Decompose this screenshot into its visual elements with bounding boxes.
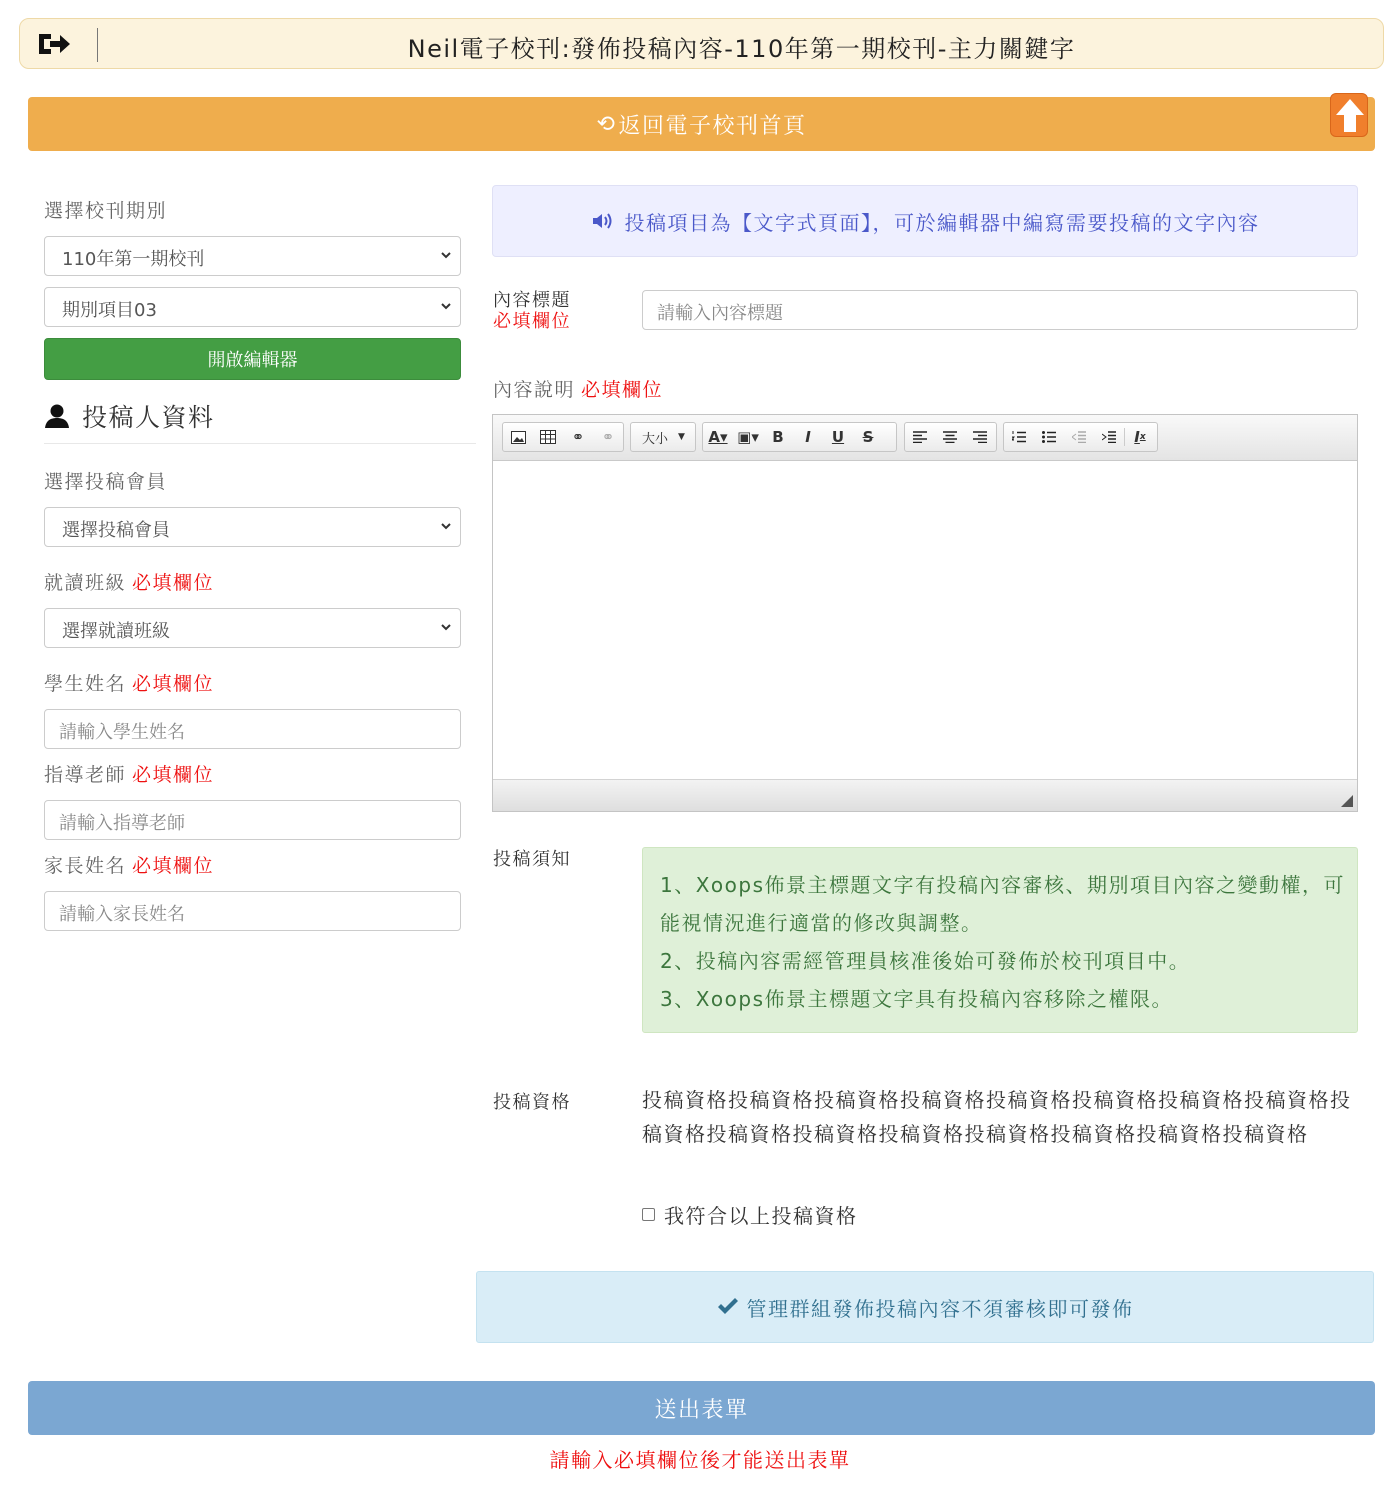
chevron-down-icon [440, 621, 452, 633]
required-mark: 必填欄位 [132, 572, 215, 594]
parent-label-text: 家長姓名 [44, 855, 127, 877]
editor-status-bar [493, 779, 1357, 811]
content-desc-label [493, 375, 663, 402]
admin-notice-text: 管理群組發佈投稿內容不須審核即可發佈 [746, 1296, 1134, 1321]
item-select[interactable] [44, 287, 461, 327]
qualification-text: 投稿資格投稿資格投稿資格投稿資格投稿資格投稿資格投稿資格投稿資格投稿資格投稿資格投稿資格投稿資格投稿資格投稿資格投稿資格投稿資格 [642, 1088, 1352, 1146]
image-icon[interactable] [503, 423, 533, 451]
align-center-icon[interactable] [935, 423, 965, 451]
submit-hint: 請輸入必填欄位後才能送出表單 [549, 1448, 851, 1472]
student-name-input[interactable]: 請輸入學生姓名 [44, 709, 461, 749]
font-size-label: 大小 [642, 431, 669, 447]
content-title-label-text: 內容標題 [493, 290, 571, 311]
submit-button[interactable]: 送出表單 [28, 1381, 1375, 1435]
numbered-list-icon[interactable] [1004, 423, 1034, 451]
parent-name-input[interactable]: 請輸入家長姓名 [44, 891, 461, 931]
period-select[interactable] [44, 236, 461, 276]
required-mark: 必填欄位 [132, 764, 215, 786]
period-select-value: 110年第一期校刊 [62, 249, 205, 270]
guide-box [642, 847, 1358, 1033]
contributor-heading [44, 398, 215, 434]
required-mark: 必填欄位 [132, 855, 215, 877]
period-label: 選擇校刊期別 [44, 200, 168, 222]
chevron-down-icon [440, 520, 452, 532]
parent-label [44, 851, 214, 878]
italic-button[interactable]: I [805, 428, 811, 446]
guide-line: 3、Xoops佈景主標題文字具有投稿內容移除之權限。 [660, 987, 1174, 1011]
bulleted-list-icon[interactable] [1034, 423, 1064, 451]
qualification-checkbox-row[interactable] [642, 1200, 858, 1229]
text-color-icon[interactable]: A▾ [708, 428, 728, 446]
indent-icon[interactable] [1094, 423, 1124, 451]
info-notice [492, 185, 1358, 257]
member-select-value: 選擇投稿會員 [62, 520, 170, 541]
bold-button[interactable]: B [772, 428, 784, 446]
member-select[interactable] [44, 507, 461, 547]
page-title: Neil電子校刊:發佈投稿內容-110年第一期校刊-主力關鍵字 [407, 35, 1076, 63]
qualification-label: 投稿資格 [493, 1092, 571, 1113]
student-label-text: 學生姓名 [44, 673, 127, 695]
admin-notice [476, 1271, 1374, 1343]
undo-icon: ⟲ [596, 111, 617, 137]
return-home-label: 返回電子校刊首頁 [618, 113, 807, 139]
user-icon [44, 403, 70, 429]
insert-group [502, 422, 624, 452]
teacher-label [44, 760, 214, 787]
student-label [44, 669, 214, 696]
member-label: 選擇投稿會員 [44, 471, 168, 493]
sign-out-icon[interactable] [36, 30, 72, 58]
class-label-text: 就讀班級 [44, 572, 127, 594]
rich-text-editor[interactable] [492, 414, 1358, 812]
outdent-icon[interactable] [1064, 423, 1094, 451]
chevron-down-icon [440, 300, 452, 312]
open-editor-button[interactable]: 開啟編輯器 [44, 338, 461, 380]
guide-line: 2、投稿內容需經管理員核准後始可發佈於校刊項目中。 [660, 949, 1191, 973]
unlink-icon[interactable]: ⚭ [601, 428, 615, 446]
align-group [904, 422, 997, 452]
top-title-bar [19, 18, 1384, 69]
background-color-icon[interactable]: ▣▾ [737, 428, 759, 446]
content-title-input[interactable]: 請輸入內容標題 [642, 290, 1358, 330]
content-desc-label-text: 內容說明 [493, 379, 576, 401]
required-mark: 必填欄位 [581, 379, 664, 401]
align-right-icon[interactable] [965, 423, 995, 451]
caret-down-icon: ▼ [678, 432, 685, 442]
class-select[interactable] [44, 608, 461, 648]
list-group [1003, 422, 1158, 452]
guide-label: 投稿須知 [493, 849, 571, 870]
arrow-up-icon [1331, 94, 1369, 138]
class-select-value: 選擇就讀班級 [62, 621, 170, 642]
required-mark: 必填欄位 [493, 311, 571, 332]
font-size-dropdown[interactable] [630, 422, 696, 452]
required-mark: 必填欄位 [132, 673, 215, 695]
section-divider [44, 443, 476, 444]
check-icon [717, 1298, 739, 1316]
guide-line: 1、Xoops佈景主標題文字有投稿內容審核、期別項目內容之變動權，可能視情況進行適當的修改與調整。 [660, 873, 1346, 935]
editor-toolbar [493, 415, 1357, 461]
strikethrough-button[interactable]: S [862, 428, 874, 446]
format-group [702, 422, 897, 452]
qualification-checkbox[interactable] [642, 1208, 655, 1221]
volume-icon [591, 212, 615, 230]
content-title-label [493, 290, 571, 332]
contributor-heading-text: 投稿人資料 [82, 403, 215, 432]
qualification-checkbox-label[interactable]: 我符合以上投稿資格 [664, 1204, 858, 1228]
return-home-button[interactable] [28, 97, 1375, 151]
align-left-icon[interactable] [905, 423, 935, 451]
underline-button[interactable]: U [831, 428, 845, 446]
header-divider [97, 28, 98, 62]
teacher-label-text: 指導老師 [44, 764, 127, 786]
item-select-value: 期別項目03 [62, 300, 157, 321]
class-label [44, 568, 214, 595]
link-icon[interactable]: ⚭ [571, 428, 585, 446]
scroll-top-button[interactable] [1330, 93, 1368, 137]
info-notice-text: 投稿項目為【文字式頁面】，可於編輯器中編寫需要投稿的文字內容 [624, 210, 1260, 235]
teacher-name-input[interactable]: 請輸入指導老師 [44, 800, 461, 840]
resize-handle-icon[interactable] [1341, 795, 1353, 807]
table-icon[interactable] [533, 423, 563, 451]
chevron-down-icon [440, 249, 452, 261]
clear-format-icon[interactable]: I x [1134, 428, 1146, 446]
